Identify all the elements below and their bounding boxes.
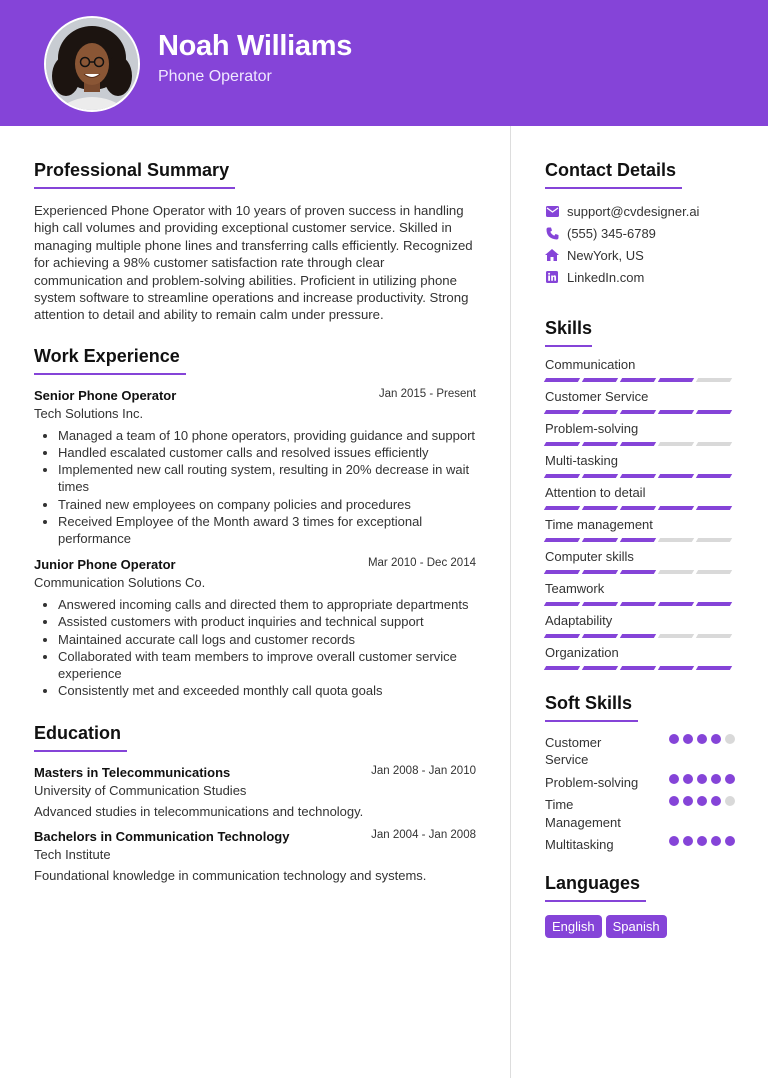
skill-rating-segment [582,410,618,414]
education-heading: Education [34,723,127,752]
education-description: Advanced studies in telecommunications and technology. [34,804,364,820]
skill-label: Communication [545,357,636,372]
skill-rating-segment [620,442,656,446]
candidate-name: Noah Williams [158,30,353,62]
rating-dot [697,734,707,744]
rating-dot [711,774,721,784]
skill-rating-bar [545,506,735,510]
summary-text: Experienced Phone Operator with 10 years of proven success in handling high call volumes and providing exceptional customer service. Skilled in managing multiple phone lines and transferring calls efficiently. Recognized for achieving a 98% customer satisfaction rate through clear communication and problem-solving abilities. Proficient in utilizing phone system software to streamline operations and increase productivity. Strong attention to detail and ability to remain calm under pressure. [34,203,473,323]
job-bullet: • Consistently met and exceeded monthly call quota goals [58,682,476,699]
email-text: support@cvdesigner.ai [567,203,700,219]
skill-item [545,357,735,389]
education-entry [34,829,476,883]
skill-rating-segment [582,474,618,478]
contact-email[interactable] [545,200,735,222]
education-entry [34,765,476,819]
skill-rating-segment [620,538,656,542]
skill-item [545,645,735,677]
languages-list [545,915,735,938]
skill-rating-bar [545,538,735,542]
rating-dot [683,836,693,846]
school-name: Tech Institute [34,847,111,863]
rating-dot [669,774,679,784]
skill-rating-segment [696,474,732,478]
skill-item [545,549,735,581]
skill-rating-segment [620,634,656,638]
candidate-role: Phone Operator [158,68,272,85]
skill-rating-segment [620,474,656,478]
skill-item [545,389,735,421]
skill-rating-segment [658,634,694,638]
soft-skill-item [545,836,735,853]
sidebar-column [545,160,735,938]
contact-list [545,200,735,288]
contact-linkedin[interactable] [545,266,735,288]
skill-rating-segment [544,666,580,670]
avatar [44,16,140,112]
rating-dot [725,734,735,744]
soft-skills-heading: Soft Skills [545,693,638,722]
skill-rating-segment [696,538,732,542]
rating-dot [697,836,707,846]
envelope-icon [545,204,559,218]
header-banner [0,0,768,126]
linkedin-icon [545,270,559,284]
job-entry [34,557,476,699]
school-name: University of Communication Studies [34,783,247,799]
rating-dot [683,774,693,784]
skill-rating-segment [620,506,656,510]
job-bullet: • Implemented new call routing system, resulting in 20% decrease in wait times [58,461,476,495]
phone-icon [545,226,559,240]
skill-rating-bar [545,410,735,414]
job-bullets [34,427,476,547]
skill-rating-bar [545,666,735,670]
rating-dot [697,796,707,806]
skill-rating-segment [582,506,618,510]
skill-label: Time management [545,517,653,532]
job-bullet: • Handled escalated customer calls and resolved issues efficiently [58,444,476,461]
contact-phone[interactable] [545,222,735,244]
skill-rating-segment [544,506,580,510]
skill-label: Customer Service [545,389,649,404]
skill-rating-segment [658,570,694,574]
skill-rating-segment [620,666,656,670]
skills-list [545,357,735,677]
rating-dot [725,796,735,806]
job-bullet: • Trained new employees on company policies and procedures [58,496,476,513]
skill-rating-segment [620,410,656,414]
skill-rating-segment [544,378,580,382]
skill-rating-segment [658,410,694,414]
skill-rating-segment [544,538,580,542]
skill-rating-segment [658,666,694,670]
experience-heading: Work Experience [34,346,186,375]
contact-heading: Contact Details [545,160,682,189]
skill-rating-bar [545,602,735,606]
column-divider [510,126,511,1078]
skill-item [545,613,735,645]
job-company: Tech Solutions Inc. [34,405,144,421]
skill-label: Adaptability [545,613,613,628]
profile-photo [46,18,138,110]
skill-rating-segment [582,602,618,606]
job-bullet: • Answered incoming calls and directed them to appropriate departments [58,596,476,613]
skill-rating-segment [620,570,656,574]
soft-skill-label: Multitasking [545,837,614,853]
skill-rating-segment [582,634,618,638]
soft-skill-item [545,796,735,831]
skill-rating-bar [545,634,735,638]
skill-label: Organization [545,645,619,660]
rating-dot [711,734,721,744]
skill-item [545,453,735,485]
languages-heading: Languages [545,873,646,902]
skill-rating-segment [658,378,694,382]
job-bullet: • Managed a team of 10 phone operators, providing guidance and support [58,427,476,444]
skill-rating-segment [544,410,580,414]
job-entry [34,388,476,547]
skill-label: Computer skills [545,549,634,564]
soft-skill-label: Customer Service [545,735,602,768]
job-bullet: • Maintained accurate call logs and customer records [58,631,476,648]
job-bullets [34,596,476,699]
education-date: Jan 2004 - Jan 2008 [371,829,476,842]
skill-label: Teamwork [545,581,605,596]
skill-rating-segment [544,602,580,606]
job-bullet: • Assisted customers with product inquiries and technical support [58,613,476,630]
skill-rating-segment [696,506,732,510]
linkedin-text: LinkedIn.com [567,269,645,285]
skill-rating-bar [545,570,735,574]
phone-text: (555) 345-6789 [567,225,656,241]
rating-dot [711,836,721,846]
skill-item [545,421,735,453]
skill-rating-segment [696,378,732,382]
education-date: Jan 2008 - Jan 2010 [371,765,476,778]
job-company: Communication Solutions Co. [34,575,206,591]
rating-dot [669,734,679,744]
skill-rating-segment [658,538,694,542]
job-date: Jan 2015 - Present [378,387,476,400]
rating-dot [711,796,721,806]
rating-dot [725,836,735,846]
skill-rating-segment [620,602,656,606]
skills-heading: Skills [545,318,592,347]
skill-rating-segment [696,602,732,606]
skill-rating-segment [582,666,618,670]
soft-skill-item [545,774,735,791]
skill-rating-segment [544,474,580,478]
skill-item [545,517,735,549]
soft-skill-label: Time Management [545,797,621,830]
skill-rating-segment [696,666,732,670]
skill-label: Attention to detail [545,485,646,500]
skill-label: Problem-solving [545,421,639,436]
skill-rating-bar [545,378,735,382]
location-text: NewYork, US [567,247,644,263]
rating-dot [725,774,735,784]
summary-heading: Professional Summary [34,160,235,189]
job-date: Mar 2010 - Dec 2014 [367,557,476,570]
skill-rating-segment [582,442,618,446]
skill-rating-segment [582,570,618,574]
contact-location [545,244,735,266]
skill-rating-segment [696,410,732,414]
job-bullet: • Received Employee of the Month award 3 times for exceptional performance [58,513,476,547]
skill-rating-bar [545,474,735,478]
rating-dot [669,796,679,806]
skill-rating-segment [658,474,694,478]
skill-rating-segment [620,378,656,382]
job-bullet: • Collaborated with team members to improve overall customer service experience [58,648,476,682]
skill-rating-segment [544,442,580,446]
skill-rating-bar [545,442,735,446]
soft-skill-rating [669,836,735,846]
language-chip: English [545,915,602,938]
soft-skill-label: Problem-solving [545,774,639,790]
soft-skill-rating [669,774,735,784]
skill-rating-segment [696,634,732,638]
job-title: Junior Phone Operator [34,557,176,573]
rating-dot [697,774,707,784]
rating-dot [669,836,679,846]
skill-rating-segment [582,378,618,382]
rating-dot [683,796,693,806]
soft-skill-item [545,734,735,769]
soft-skill-rating [669,796,735,806]
skill-rating-segment [658,602,694,606]
language-chip: Spanish [606,915,667,938]
skill-rating-segment [696,570,732,574]
job-title: Senior Phone Operator [34,387,177,403]
home-icon [545,248,559,262]
main-column [34,160,476,883]
skill-label: Multi-tasking [545,453,618,468]
skill-item [545,485,735,517]
degree-title: Masters in Telecommunications [34,765,231,781]
skill-rating-segment [658,506,694,510]
degree-title: Bachelors in Communication Technology [34,829,290,845]
skill-rating-segment [658,442,694,446]
skill-rating-segment [544,570,580,574]
skill-rating-segment [582,538,618,542]
education-description: Foundational knowledge in communication technology and systems. [34,868,427,884]
rating-dot [683,734,693,744]
skill-item [545,581,735,613]
soft-skill-rating [669,734,735,744]
soft-skills-list [545,734,735,853]
skill-rating-segment [544,634,580,638]
skill-rating-segment [696,442,732,446]
